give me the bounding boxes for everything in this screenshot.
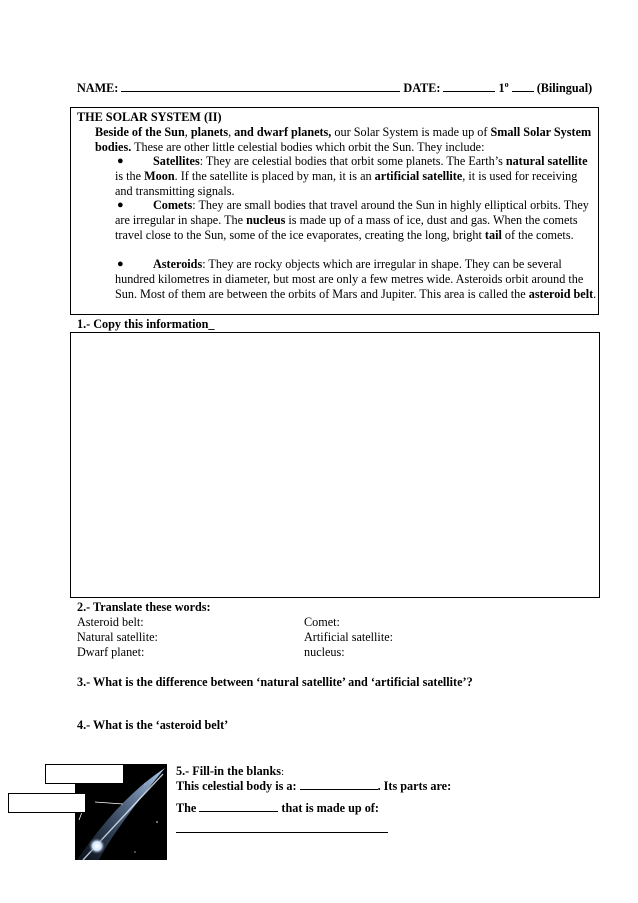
comets-paragraph	[115, 198, 597, 243]
term: asteroid belt	[528, 287, 594, 301]
translate-word: Artificial satellite:	[304, 630, 394, 644]
celestial-body-blank[interactable]	[300, 778, 378, 790]
question-2-title: 2.- Translate these words:	[77, 600, 211, 614]
question-1-title: 1.- Copy this information_	[77, 317, 215, 331]
course-suffix: (Bilingual)	[536, 81, 593, 95]
term: Comets	[153, 198, 193, 212]
line2-text: The	[176, 801, 200, 815]
text: , it is used for receiving and transmitting signals.	[115, 169, 578, 198]
part-blank[interactable]	[199, 800, 278, 812]
question-5-title-text: 5.- Fill-in the blanks	[176, 764, 281, 778]
translate-word: nucleus:	[304, 645, 345, 659]
line1-text: . Its parts are:	[377, 779, 452, 793]
text: . If the satellite is placed by man, it is an	[174, 169, 375, 183]
intro-part: These are other little celestial bodies which orbit the Sun. They include:	[131, 140, 485, 154]
text: .	[593, 287, 597, 301]
term: nucleus	[246, 213, 286, 227]
course-group-field[interactable]	[512, 79, 534, 92]
question-3-title: 3.- What is the difference between ‘natural satellite’ and ‘artificial satellite’?	[77, 675, 473, 689]
text: : They are small bodies that travel around the Sun in highly elliptical orbits. They are irregular in shape. The	[115, 198, 589, 227]
date-label: DATE:	[403, 81, 441, 95]
bullet-icon: ●	[117, 199, 124, 211]
intro-part: Small Solar System bodies.	[95, 125, 592, 154]
info-title: THE SOLAR SYSTEM (II)	[77, 110, 222, 124]
term: Satellites	[153, 154, 200, 168]
name-field[interactable]	[121, 79, 400, 92]
worksheet-header	[77, 79, 599, 96]
term: Asteroids	[153, 257, 203, 271]
translate-word: Comet:	[304, 615, 340, 629]
intro-part: and dwarf planets,	[234, 125, 332, 139]
term: artificial satellite	[374, 169, 463, 183]
intro-part: ,	[228, 125, 235, 139]
intro-part: ,	[184, 125, 191, 139]
translate-word: Asteroid belt:	[77, 615, 144, 629]
bullet-icon: ●	[117, 258, 124, 270]
comet-part-label-box-1[interactable]	[45, 764, 124, 784]
text: : They are rocky objects which are irregular in shape. They can be several hundred kilometres in diameter, but most are only a few metres wide. Asteroids orbit around the Sun. Most of them are between the orbits of Mars and Jupiter. This area is called the	[115, 257, 584, 301]
question-5-line-1	[176, 778, 451, 794]
question-5-title-colon: :	[280, 766, 285, 778]
asteroids-paragraph	[115, 257, 597, 302]
intro-part: our Solar System is made up of	[331, 125, 491, 139]
line1-text: This celestial body is a:	[176, 779, 300, 793]
text: of the comets.	[501, 228, 574, 242]
intro-part: planets	[190, 125, 229, 139]
term: natural satellite	[505, 154, 588, 168]
question-4-title: 4.- What is the ‘asteroid belt’	[77, 718, 229, 732]
copy-answer-box[interactable]	[70, 332, 600, 598]
line2-text: that is made up of:	[278, 801, 379, 815]
course-prefix: 1	[498, 81, 505, 95]
date-field[interactable]	[443, 79, 495, 92]
translate-word: Dwarf planet:	[77, 645, 145, 659]
course-sup: o	[504, 79, 509, 89]
text: : They are celestial bodies that orbit some planets. The Earth’s	[199, 154, 506, 168]
intro-paragraph	[95, 125, 595, 155]
term: Moon	[144, 169, 175, 183]
text: is made up of a mass of ice, dust and gas. When the comets travel close to the Sun, some of the ice evaporates, creating the long, bright	[115, 213, 578, 242]
question-5-line-2	[176, 800, 379, 816]
satellites-paragraph	[115, 154, 597, 199]
name-label: NAME:	[77, 81, 119, 95]
term: tail	[484, 228, 502, 242]
text: is the	[115, 169, 145, 183]
comet-part-label-box-2[interactable]	[8, 793, 86, 813]
intro-part: Beside of the Sun	[95, 125, 185, 139]
bullet-icon: ●	[117, 155, 124, 167]
translate-word: Natural satellite:	[77, 630, 158, 644]
question-5-answer-line[interactable]	[176, 832, 388, 833]
